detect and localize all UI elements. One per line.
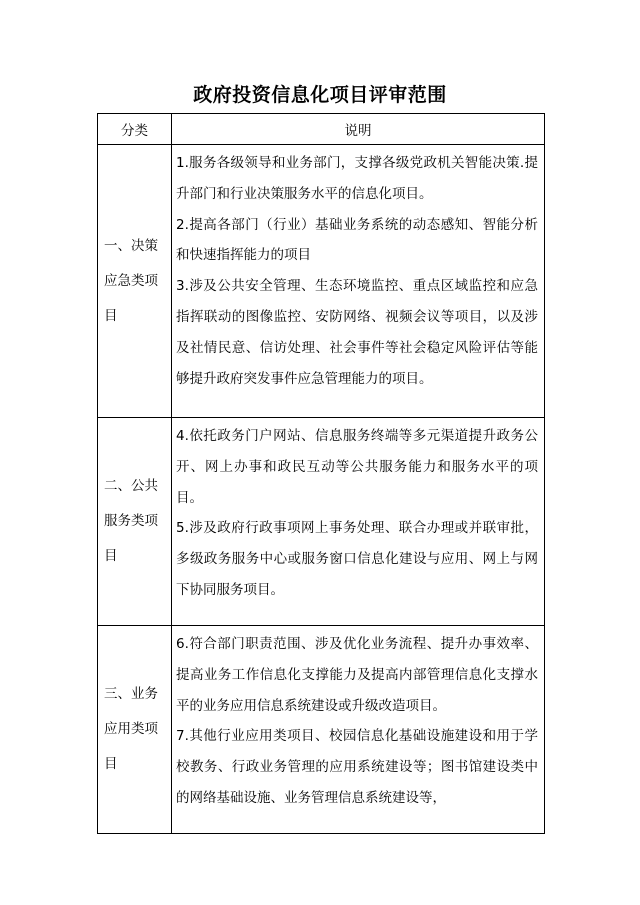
description-item: 7.其他行业应用类项目、校园信息化基础设施建设和用于学校教务、行政业务管理的应用系统建设等；图书馆建设类中的网络基础设施、业务管理信息系统建设等， — [176, 728, 538, 806]
description-cell — [172, 145, 545, 418]
header-description: 说明 — [172, 114, 545, 145]
category-cell: 三、业务应用类项目 — [98, 626, 172, 834]
table-header-row — [98, 114, 545, 145]
description-item: 6.符合部门职责范围、涉及优化业务流程、提升办事效率、提高业务工作信息化支撑能力及提高内部管理信息化支撑水平的业务应用信息系统建设或升级改造项目。 — [176, 636, 538, 714]
table-row — [98, 418, 545, 626]
table-row — [98, 626, 545, 834]
document-title: 政府投资信息化项目评审范围 — [193, 84, 447, 106]
description-item: 5.涉及政府行政事项网上事务处理、联合办理或并联审批，多级政务服务中心或服务窗口信息化建设与应用、网上与网下协同服务项目。 — [176, 520, 538, 598]
description-item: 2.提高各部门（行业）基础业务系统的动态感知、智能分析和快速指挥能力的项目 — [176, 216, 538, 264]
header-category: 分类 — [98, 114, 172, 145]
category-cell: 一、决策应急类项目 — [98, 145, 172, 418]
description-cell — [172, 626, 545, 834]
review-scope-table — [97, 113, 545, 834]
description-item: 4.依托政务门户网站、信息服务终端等多元渠道提升政务公开、网上办事和政民互动等公共服务能力和服务水平的项目。 — [176, 428, 538, 506]
description-item: 1.服务各级领导和业务部门，支撑各级党政机关智能决策.提升部门和行业决策服务水平的信息化项目。 — [176, 155, 538, 202]
description-cell — [172, 418, 545, 626]
description-item: 3.涉及公共安全管理、生态环境监控、重点区域监控和应急指挥联动的图像监控、安防网络、视频会议等项目，以及涉及社情民意、信访处理、社会事件等社会稳定风险评估等能够提升政府突发事件应急管理能力的项目。 — [176, 278, 538, 387]
category-cell: 二、公共服务类项目 — [98, 418, 172, 626]
table-row — [98, 145, 545, 418]
